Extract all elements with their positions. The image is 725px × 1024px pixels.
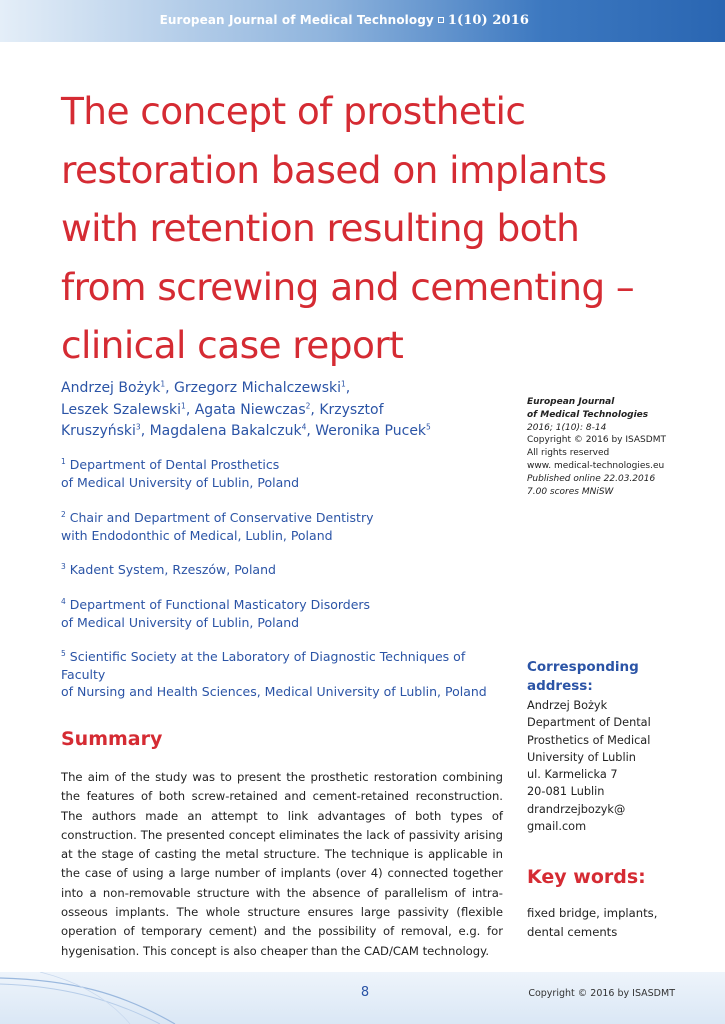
citation: 2016; 1(10): 8-14 [527, 422, 607, 433]
affiliation-number: 2 [61, 509, 66, 519]
address-line: Andrzej Bożyk [527, 699, 608, 712]
affiliation-number: 4 [61, 596, 66, 606]
affiliation-line: Department of Functional Masticatory Disorders [69, 597, 371, 612]
address-line: Prosthetics of Medical [527, 733, 651, 747]
author-list [61, 378, 481, 443]
title-line: with retention resulting both [61, 206, 580, 250]
author-name-part: Kruszyński [61, 423, 136, 439]
affiliation-line: of Medical University of Lublin, Poland [61, 614, 300, 630]
author-affiliation-number: 5 [426, 422, 431, 432]
square-bullet-icon [438, 17, 444, 23]
scores: 7.00 scores MNiSW [527, 486, 614, 497]
author-name: Agata Niewczas [194, 401, 306, 418]
address-line: ul. Karmelicka 7 [527, 768, 618, 782]
affiliation-number: 3 [61, 561, 66, 571]
author-affiliation-number: 3 [135, 422, 141, 432]
author-name: Weronika Pucek [315, 423, 427, 439]
keywords-line: dental cements [527, 925, 618, 940]
header-issue: 1(10) 2016 [447, 13, 529, 28]
affiliation-line: Department of Dental Prosthetics [69, 457, 280, 472]
author-separator: , [165, 380, 174, 396]
author-separator: , [345, 380, 351, 396]
author-affiliation-number: 4 [301, 422, 307, 432]
summary-text: The aim of the study was to present the prosthetic restoration combining the features of both screw-retained and cement-retained reconstruction. The authors made an attempt to link advantages of both types of construction. The presented concept eliminates the lack of passivity arising at the stage of casting the metal structure. The technique is applicable in the case of using a large number of implants (over 4) connected together into a non-removable structure with the absence of parallelism of intra-osseous implants. The whole structure ensures large passivity (flexible operation of temporary cement) and the possibility of removal, e.g. for hygenisation. This concept is also cheaper than the CAD/CAM technology. [61, 770, 503, 958]
author-name: Leszek Szalewski [61, 401, 182, 418]
header-journal-name: European Journal of Medical Technology [159, 13, 434, 27]
corresponding-heading [527, 658, 707, 696]
author-line [61, 378, 481, 400]
affiliation-line: of Medical University of Lublin, Poland [61, 474, 300, 490]
affiliation-1 [61, 456, 511, 491]
author-separator: , [306, 423, 316, 439]
email-line[interactable]: gmail.com [527, 820, 587, 834]
title-line: from screwing and cementing – [61, 264, 635, 309]
author-name: Andrzej Bożyk [61, 380, 161, 396]
footer-copyright: Copyright © 2016 by ISASDMT [528, 988, 675, 999]
author-affiliation-number: 2 [305, 400, 311, 410]
affiliation-4 [61, 596, 511, 631]
corresponding-heading-line: Corresponding [527, 659, 639, 675]
author-affiliation-number: 1 [160, 379, 166, 389]
website-link[interactable]: www. medical-technologies.eu [527, 460, 665, 471]
author-separator: , [185, 401, 195, 418]
affiliation-number: 5 [61, 648, 66, 658]
journal-name-line: of Medical Technologies [527, 409, 649, 420]
affiliation-line: Chair and Department of Conservative Dentistry [69, 510, 374, 525]
address-line: Department of Dental [527, 716, 651, 730]
author-separator: , [140, 423, 150, 439]
author-line [61, 400, 481, 422]
journal-header [160, 13, 529, 28]
title-line: restoration based on implants [61, 147, 607, 192]
author-name-part: Krzysztof [319, 401, 384, 418]
rights-line: All rights reserved [527, 448, 610, 459]
affiliation-3 [61, 561, 511, 579]
affiliation-line: of Nursing and Health Sciences, Medical University of Lublin, Poland [61, 684, 487, 699]
journal-info-sidebar [527, 396, 702, 498]
address-line: 20-081 Lublin [527, 785, 605, 799]
author-affiliation-number: 1 [340, 379, 346, 389]
title-line: The concept of prosthetic [61, 89, 526, 133]
page-number: 8 [360, 985, 370, 1000]
author-name: Magdalena Bakalczuk [149, 423, 302, 439]
keywords-text [527, 904, 707, 943]
author-affiliation-number: 1 [181, 400, 186, 410]
affiliation-number: 1 [61, 456, 66, 466]
corresponding-heading-line: address: [527, 678, 593, 694]
keywords-line: fixed bridge, implants, [527, 906, 658, 920]
email-line[interactable]: drandrzejbozyk@ [527, 802, 626, 816]
affiliation-line: Kadent System, Rzeszów, Poland [69, 562, 276, 577]
author-line [61, 421, 481, 443]
published-date: Published online 22.03.2016 [527, 473, 656, 484]
keywords-heading: Key words: [527, 866, 646, 888]
affiliation-line: Scientific Society at the Laboratory of Diagnostic Techniques of Faculty [61, 649, 466, 682]
article-title [61, 82, 671, 375]
summary-heading: Summary [61, 728, 163, 750]
author-name: Grzegorz Michalczewski [174, 380, 341, 396]
copyright-line: Copyright © 2016 by ISASDMT [527, 435, 666, 446]
affiliation-line: with Endodonthic of Medical, Lublin, Poland [61, 527, 333, 543]
corresponding-address [527, 697, 707, 835]
title-line: clinical case report [61, 323, 404, 367]
journal-name-line: European Journal [527, 397, 615, 407]
address-line: University of Lublin [527, 750, 636, 764]
affiliation-5 [61, 648, 511, 701]
author-separator: , [310, 401, 320, 418]
affiliation-2 [61, 509, 511, 544]
